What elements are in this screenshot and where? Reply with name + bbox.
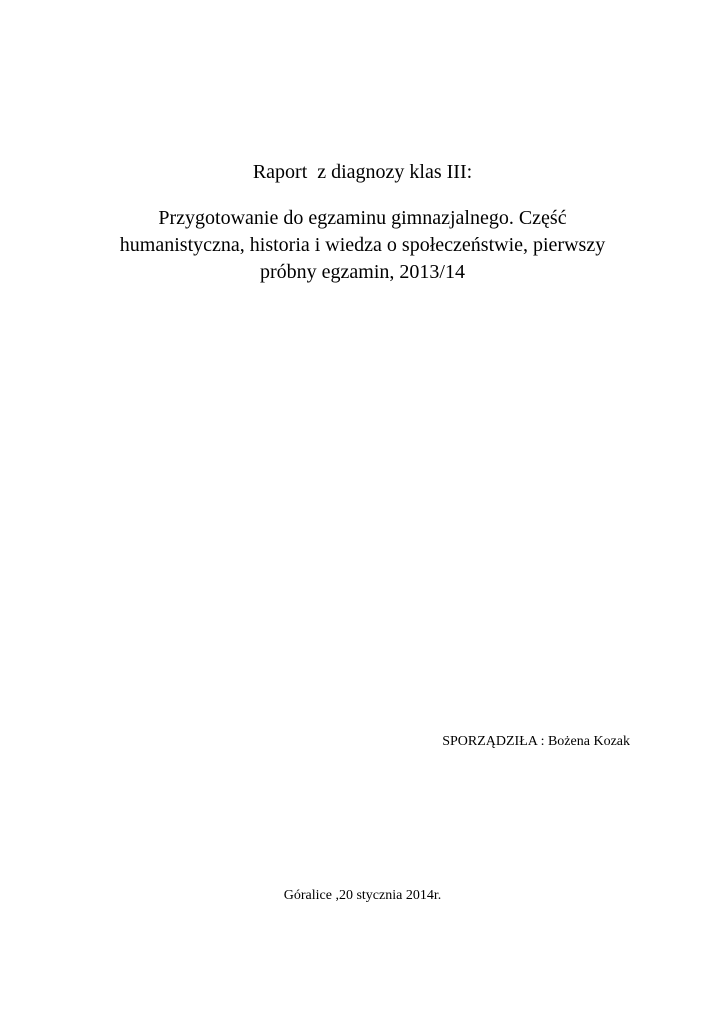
subtitle-line: Przygotowanie do egzaminu gimnazjalnego. Część xyxy=(158,207,567,229)
place-and-date: Góralice ,20 stycznia 2014r. xyxy=(283,888,442,903)
subtitle-line: próbny egzamin, 2013/14 xyxy=(260,261,465,283)
report-title: Raport z diagnozy klas III: xyxy=(252,161,473,183)
prepared-by-line: SPORZĄDZIŁA : Bożena Kozak xyxy=(442,734,630,749)
report-subtitle xyxy=(80,205,645,286)
subtitle-line: humanistyczna, historia i wiedza o społeczeństwie, pierwszy xyxy=(119,234,606,256)
